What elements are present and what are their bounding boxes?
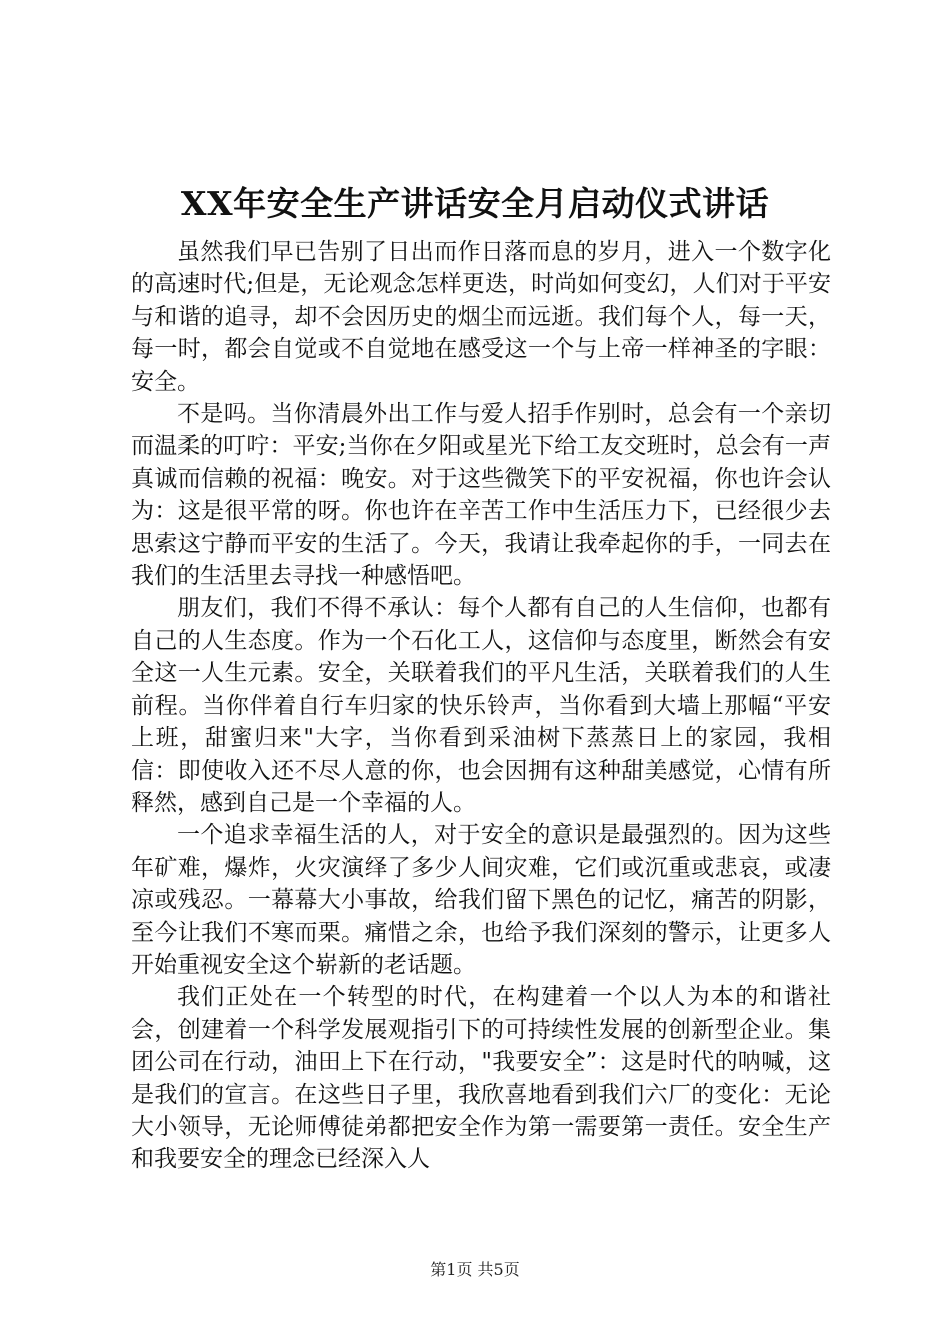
document-body <box>131 236 831 1176</box>
paragraph-5: 我们正处在一个转型的时代，在构建着一个以人为本的和谐社会，创建着一个科学发展观指引下的可持续性发展的创新型企业。集团公司在行动，油田上下在行动，"我要安全”：这是时代的呐喊，这是我们的宣言。在这些日子里，我欣喜地看到我们六厂的变化：无论大小领导，无论师傅徒弟都把安全作为第一需要第一责任。安全生产和我要安全的理念已经深入人 <box>131 984 831 1173</box>
paragraph-3: 朋友们，我们不得不承认：每个人都有自己的人生信仰，也都有自己的人生态度。作为一个石化工人，这信仰与态度里，断然会有安全这一人生元素。安全，关联着我们的平凡生活，关联着我们的人生前程。当你伴着自行车归家的快乐铃声，当你看到大墙上那幅“平安上班，甜蜜归来"大字，当你看到采油树下蒸蒸日上的家园，我相信：即使收入还不尽人意的你，也会因拥有这种甜美感觉，心情有所释然，感到自己是一个幸福的人。 <box>131 595 831 816</box>
document-title: XX年安全生产讲话安全月启动仪式讲话 <box>180 184 770 223</box>
paragraph-2: 不是吗。当你清晨外出工作与爱人招手作别时，总会有一个亲切而温柔的叮咛：平安;当你在夕阳或星光下给工友交班时，总会有一声真诚而信赖的祝福：晚安。对于这些微笑下的平安祝福，你也许会认为：这是很平常的呀。你也许在辛苦工作中生活压力下，已经很少去思索这宁静而平安的生活了。今天，我请让我牵起你的手，一同去在我们的生活里去寻找一种感悟吧。 <box>131 401 831 590</box>
paragraph-1: 虽然我们早已告别了日出而作日落而息的岁月，进入一个数字化的高速时代;但是，无论观念怎样更迭，时尚如何变幻，人们对于平安与和谐的追寻，却不会因历史的烟尘而远逝。我们每个人，每一天，每一时，都会自觉或不自觉地在感受这一个与上帝一样神圣的字眼：安全。 <box>131 239 831 395</box>
page-number-footer: 第1页 共5页 <box>430 1260 520 1279</box>
paragraph-4: 一个追求幸福生活的人，对于安全的意识是最强烈的。因为这些年矿难，爆炸，火灾演绎了多少人间灾难，它们或沉重或悲哀，或凄凉或残忍。一幕幕大小事故，给我们留下黑色的记忆，痛苦的阴影，至今让我们不寒而栗。痛惜之余，也给予我们深刻的警示，让更多人开始重视安全这个崭新的老话题。 <box>131 822 831 978</box>
